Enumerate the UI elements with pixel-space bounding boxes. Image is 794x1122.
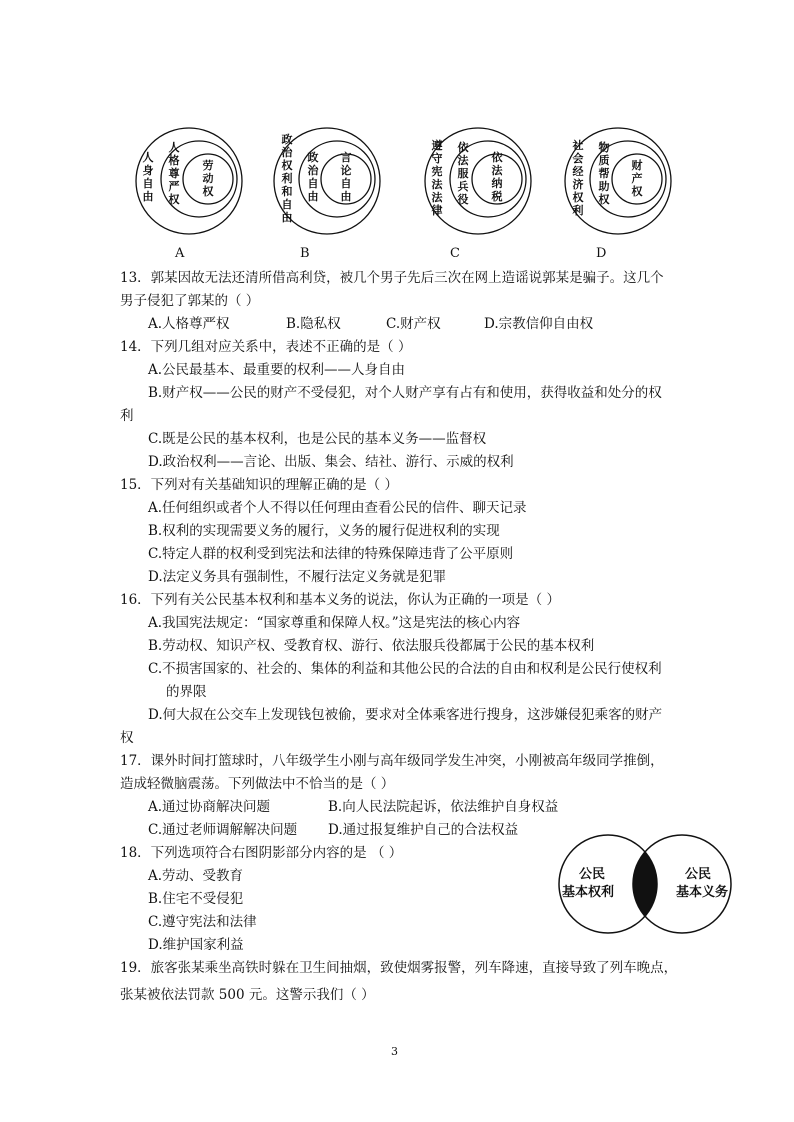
svg-text:帮: 帮	[598, 167, 610, 180]
q16-option-d-line2: 权	[120, 730, 134, 746]
svg-text:产: 产	[631, 172, 643, 185]
q14-stem: 14．下列几组对应关系中，表述不正确的是（ ）	[120, 339, 412, 355]
svg-text:财: 财	[631, 159, 643, 172]
diagram-b-letter: B	[300, 246, 310, 261]
diagram-a-outer-label	[143, 151, 154, 203]
q17-stem-line2: 造成轻微脑震荡。下列做法中不恰当的是（ ）	[120, 776, 395, 792]
diagram-c-letter: C	[450, 246, 460, 261]
svg-text:治: 治	[281, 146, 293, 159]
venn-left-label-1: 公民	[578, 867, 606, 882]
svg-text:权: 权	[572, 191, 584, 204]
diagram-d-outer-label	[572, 138, 585, 217]
svg-text:由: 由	[142, 190, 154, 203]
svg-text:纳: 纳	[491, 177, 503, 190]
q16-option-a: A.我国宪法规定：“国家尊重和保障人权。”这是宪法的核心内容	[148, 615, 521, 631]
svg-text:动: 动	[202, 172, 214, 185]
q16-option-b: B.劳动权、知识产权、受教育权、游行、依法服兵役都属于公民的基本权利	[148, 638, 595, 654]
svg-text:律: 律	[431, 204, 443, 217]
q16-stem: 16．下列有关公民基本权利和基本义务的说法，你认为正确的一项是（ ）	[120, 592, 560, 608]
q13-option-c: C.财产权	[386, 316, 441, 332]
q18-option-a: A.劳动、受教育	[148, 868, 244, 884]
q16-option-d-line1: D.何大叔在公交车上发现钱包被偷，要求对全体乘客进行搜身，这涉嫌侵犯乘客的财产	[148, 707, 663, 723]
svg-text:严: 严	[168, 180, 180, 193]
diagram-c-middle-label	[457, 140, 470, 206]
svg-text:役: 役	[457, 193, 469, 206]
q15-option-a: A.任何组织或者个人不得以任何理由查看公民的信件、聊天记录	[148, 500, 527, 516]
svg-text:权: 权	[281, 159, 293, 172]
svg-text:利: 利	[281, 172, 293, 185]
svg-text:法: 法	[431, 178, 443, 191]
svg-text:权: 权	[598, 193, 610, 206]
diagram-b-middle-label	[308, 150, 320, 203]
svg-text:权: 权	[631, 185, 643, 198]
svg-text:遵: 遵	[431, 139, 443, 152]
diagram-b-outer-label	[281, 132, 294, 224]
diagram-a	[133, 125, 245, 237]
svg-text:自: 自	[281, 198, 293, 211]
svg-text:质: 质	[598, 154, 610, 167]
venn-right-label-2: 基本义务	[675, 885, 729, 900]
q13-stem-line2: 男子侵犯了郭某的（ ）	[120, 293, 260, 309]
diagram-a-middle-label	[169, 141, 181, 206]
svg-text:由: 由	[281, 211, 293, 224]
diagram-d-inner-label	[632, 158, 644, 198]
q18-option-c: C.遵守宪法和法律	[148, 914, 257, 930]
svg-text:和: 和	[281, 185, 293, 198]
diagram-a-inner-label	[203, 158, 215, 198]
q13-option-d: D.宗教信仰自由权	[484, 316, 594, 332]
q18-stem: 18．下列选项符合右图阴影部分内容的是 （ ）	[120, 845, 403, 861]
svg-text:依: 依	[457, 141, 469, 154]
diagram-d-letter: D	[596, 246, 607, 261]
venn-diagram	[545, 833, 745, 935]
page-number: 3	[391, 1045, 398, 1058]
q15-option-b: B.权利的实现需要义务的履行，义务的履行促进权利的实现	[148, 523, 500, 539]
svg-text:物: 物	[598, 141, 610, 154]
q14-option-c: C.既是公民的基本权利，也是公民的基本义务——监督权	[148, 431, 487, 447]
svg-text:助: 助	[598, 180, 610, 193]
q18-option-b: B.住宅不受侵犯	[148, 891, 244, 907]
svg-text:自: 自	[307, 177, 319, 190]
svg-text:服: 服	[457, 167, 469, 180]
svg-text:由: 由	[340, 190, 352, 203]
svg-text:自: 自	[142, 177, 154, 190]
svg-text:经: 经	[572, 165, 584, 178]
svg-text:人: 人	[142, 151, 154, 164]
q13-option-a: A.人格尊严权	[148, 316, 230, 332]
svg-text:法: 法	[457, 154, 469, 167]
q17-option-c: C.通过老师调解解决问题	[148, 822, 298, 838]
svg-text:利: 利	[572, 204, 584, 217]
svg-text:格: 格	[168, 154, 180, 167]
svg-text:济: 济	[572, 178, 584, 191]
q17-option-d: D.通过报复维护自己的合法权益	[328, 822, 519, 838]
venn-left-label-2: 基本权利	[561, 885, 615, 900]
svg-text:法: 法	[431, 191, 443, 204]
q15-option-d: D.法定义务具有强制性，不履行法定义务就是犯罪	[148, 569, 447, 585]
svg-text:劳: 劳	[202, 159, 214, 172]
svg-text:会: 会	[572, 152, 584, 165]
q13-stem-line1: 13．郭某因故无法还清所借高利贷，被几个男子先后三次在网上造谣说郭某是骗子。这几个	[120, 270, 664, 286]
q17-stem-line1: 17．课外时间打篮球时，八年级学生小刚与高年级同学发生冲突，小刚被高年级同学推倒，	[120, 753, 664, 769]
q16-option-c-line1: C.不损害国家的、社会的、集体的利益和其他公民的合法的自由和权利是公民行使权利	[148, 661, 662, 677]
q15-stem: 15．下列对有关基础知识的理解正确的是（ ）	[120, 477, 398, 493]
diagram-a-letter: A	[175, 246, 185, 261]
svg-text:政: 政	[281, 133, 293, 146]
q18-option-d: D.维护国家利益	[148, 937, 244, 953]
diagram-c-outer-label	[432, 138, 444, 217]
svg-text:社: 社	[572, 139, 584, 152]
diagram-b	[271, 125, 383, 237]
svg-text:论: 论	[340, 164, 352, 177]
venn-right-label-1: 公民	[684, 867, 712, 882]
diagram-c-inner-label	[491, 150, 504, 203]
q14-option-b-line2: 利	[120, 408, 134, 424]
svg-text:税: 税	[491, 190, 503, 203]
diagram-c	[422, 125, 534, 237]
svg-text:由: 由	[307, 190, 319, 203]
q19-stem-line1: 19．旅客张某乘坐高铁时躲在卫生间抽烟，致使烟雾报警，列车降速，直接导致了列车晚点，	[120, 960, 678, 976]
diagram-d	[562, 125, 674, 237]
svg-text:权: 权	[202, 185, 214, 198]
q17-option-b: B.向人民法院起诉，依法维护自身权益	[328, 799, 559, 815]
svg-text:法: 法	[491, 164, 503, 177]
svg-text:政: 政	[307, 151, 319, 164]
q14-option-a: A.公民最基本、最重要的权利——人身自由	[148, 362, 406, 378]
svg-text:宪: 宪	[431, 165, 443, 178]
svg-text:权: 权	[168, 193, 180, 206]
diagram-d-middle-label	[598, 140, 611, 206]
q15-option-c: C.特定人群的权利受到宪法和法律的特殊保障违背了公平原则	[148, 546, 514, 562]
q14-option-d: D.政治权利——言论、出版、集会、结社、游行、示威的权利	[148, 454, 514, 470]
svg-text:言: 言	[340, 151, 352, 164]
diagram-b-inner-label	[341, 150, 352, 203]
svg-text:依: 依	[491, 151, 503, 164]
q14-option-b-line1: B.财产权——公民的财产不受侵犯，对个人财产享有占有和使用，获得收益和处分的权	[148, 385, 662, 401]
q16-option-c-line2: 的界限	[166, 684, 207, 700]
q13-option-b: B.隐私权	[286, 316, 341, 332]
svg-text:治: 治	[307, 164, 319, 177]
svg-text:尊: 尊	[168, 167, 180, 180]
svg-text:身: 身	[142, 164, 154, 177]
q19-stem-line2: 张某被依法罚款 500 元。这警示我们（ ）	[120, 987, 375, 1003]
svg-text:人: 人	[168, 141, 180, 154]
svg-text:守: 守	[431, 152, 443, 165]
svg-text:自: 自	[340, 177, 352, 190]
svg-text:兵: 兵	[457, 180, 469, 193]
q17-option-a: A.通过协商解决问题	[148, 799, 271, 815]
